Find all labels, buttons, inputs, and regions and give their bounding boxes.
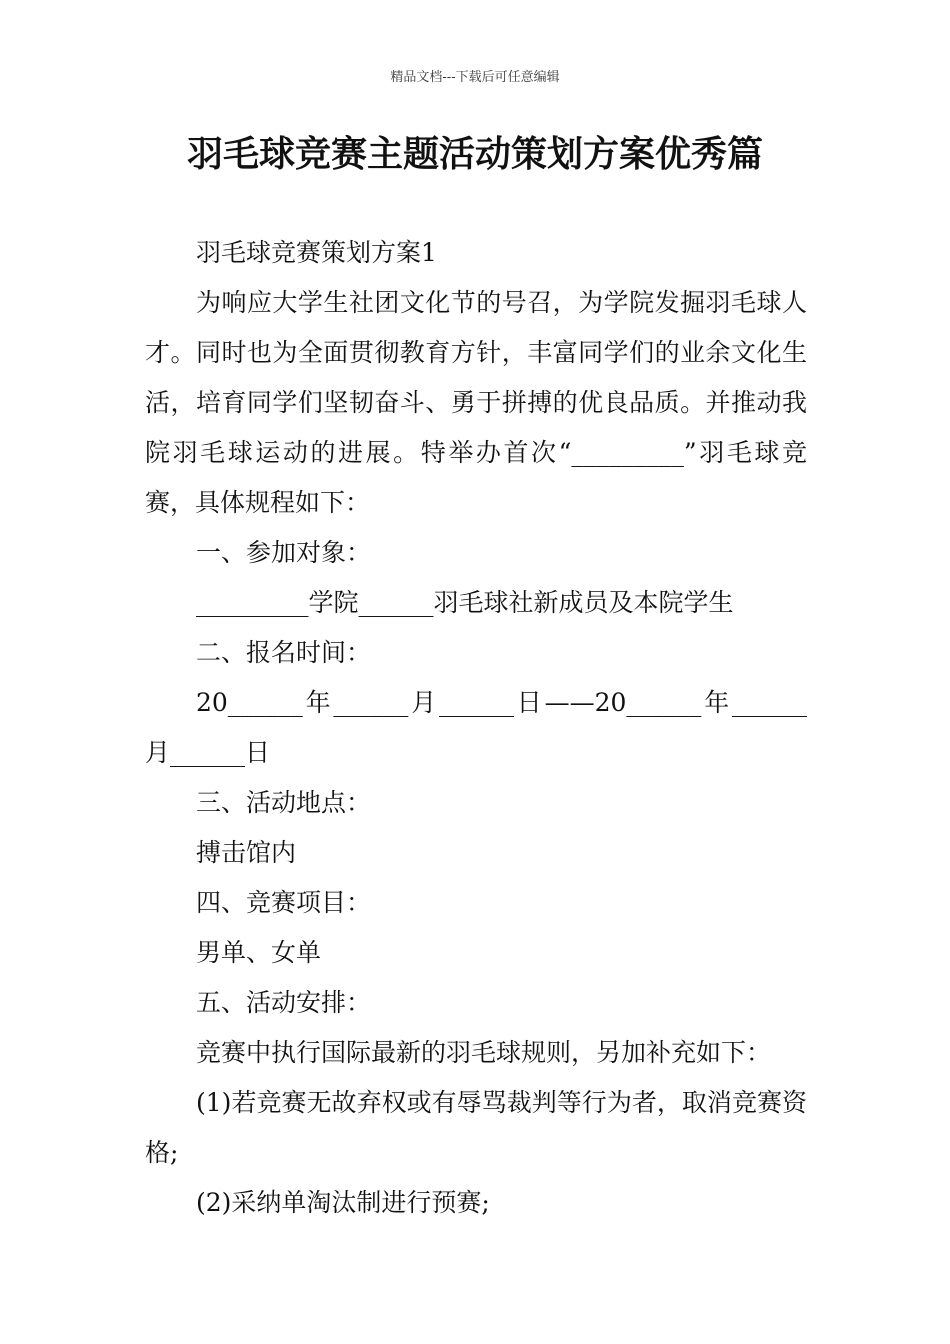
venue-text: 搏击馆内 — [196, 838, 297, 867]
rule-item-2: (2)采纳单淘汰制进行预赛; — [196, 1188, 490, 1217]
heading-arrangements: 五、活动安排： — [196, 988, 372, 1017]
participants-text: _________学院______羽毛球社新成员及本院学生 — [196, 588, 734, 617]
intro-paragraph: 为响应大学生社团文化节的号召，为学院发掘羽毛球人才。同时也为全面贯彻教育方针，丰富同学们的业余文化生活，培育同学们坚韧奋斗、勇于拼搏的优良品质。并推动我院羽毛球运动的进展。特举办首次“_________”羽毛球竞赛，具体规程如下： — [145, 288, 807, 517]
heading-participants: 一、参加对象： — [196, 538, 372, 567]
arrangements-intro: 竞赛中执行国际最新的羽毛球规则，另加补充如下： — [196, 1038, 772, 1067]
header-note: 精品文档---下载后可任意编辑 — [390, 70, 560, 85]
section-heading-plan-1: 羽毛球竞赛策划方案1 — [196, 238, 437, 267]
heading-registration-time: 二、报名时间： — [196, 638, 372, 667]
heading-venue: 三、活动地点： — [196, 788, 372, 817]
rule-item-1: (1)若竞赛无故弃权或有辱骂裁判等行为者，取消竞赛资格; — [145, 1088, 807, 1167]
document-body — [145, 228, 807, 1228]
document-title: 羽毛球竞赛主题活动策划方案优秀篇 — [186, 133, 763, 175]
registration-time-text: 20______年______月______日——20______年______月______日 — [145, 688, 807, 767]
events-text: 男单、女单 — [196, 938, 322, 967]
heading-events: 四、竞赛项目： — [196, 888, 372, 917]
